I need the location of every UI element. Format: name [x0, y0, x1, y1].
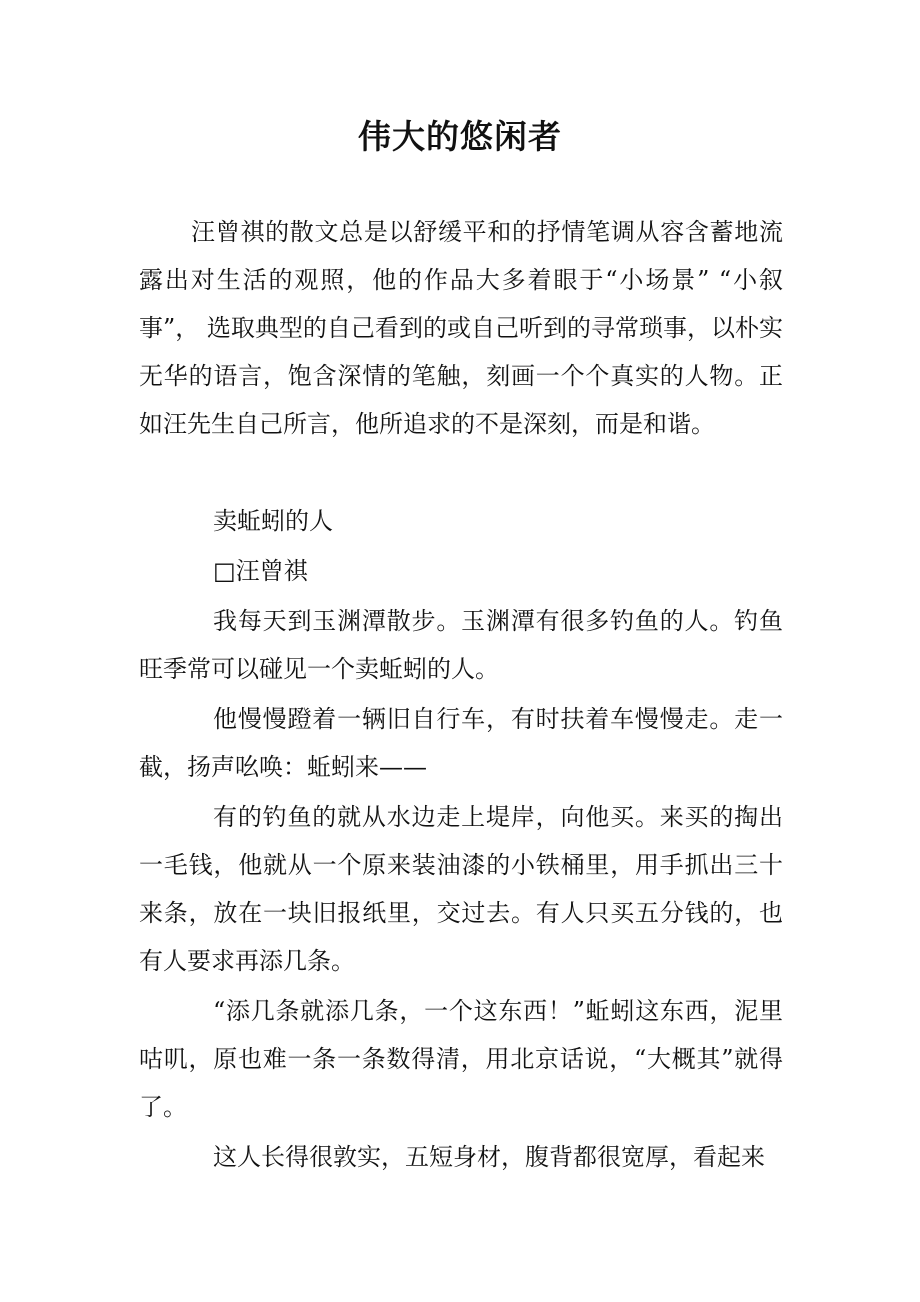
article-paragraph: 这人长得很敦实，五短身材，腹背都很宽厚，看起来 [213, 1143, 765, 1171]
article-paragraph: 他慢慢蹬着一辆旧自行车，有时扶着车慢慢走。走一截，扬声吆唤：蚯蚓来—— [139, 705, 783, 781]
article-title: 卖蚯蚓的人 [213, 507, 333, 535]
article-body [139, 497, 783, 1181]
article-paragraph: “添几条就添几条，一个这东西！”蚯蚓这东西，泥里咕叽，原也难一条一条数得清，用北京话说，“大概其”就得了。 [139, 997, 783, 1121]
intro-paragraph: 汪曾祺的散文总是以舒缓平和的抒情笔调从容含蓄地流露出对生活的观照，他的作品大多着眼于“小场景” “小叙事”， 选取典型的自己看到的或自己听到的寻常琐事，以朴实无华的语言，饱含深情的笔触，刻画一个个真实的人物。正如汪先生自己所言，他所追求的不是深刻，而是和谐。 [139, 218, 783, 438]
article-author: □汪曾祺 [213, 557, 308, 585]
page-title: 伟大的悠闲者 [358, 117, 562, 156]
article-paragraph: 有的钓鱼的就从水边走上堤岸，向他买。来买的掏出一毛钱，他就从一个原来装油漆的小铁桶里，用手抓出三十来条，放在一块旧报纸里，交过去。有人只买五分钱的，也有人要求再添几条。 [139, 803, 783, 975]
article-paragraph: 我每天到玉渊潭散步。玉渊潭有很多钓鱼的人。钓鱼旺季常可以碰见一个卖蚯蚓的人。 [139, 607, 783, 683]
